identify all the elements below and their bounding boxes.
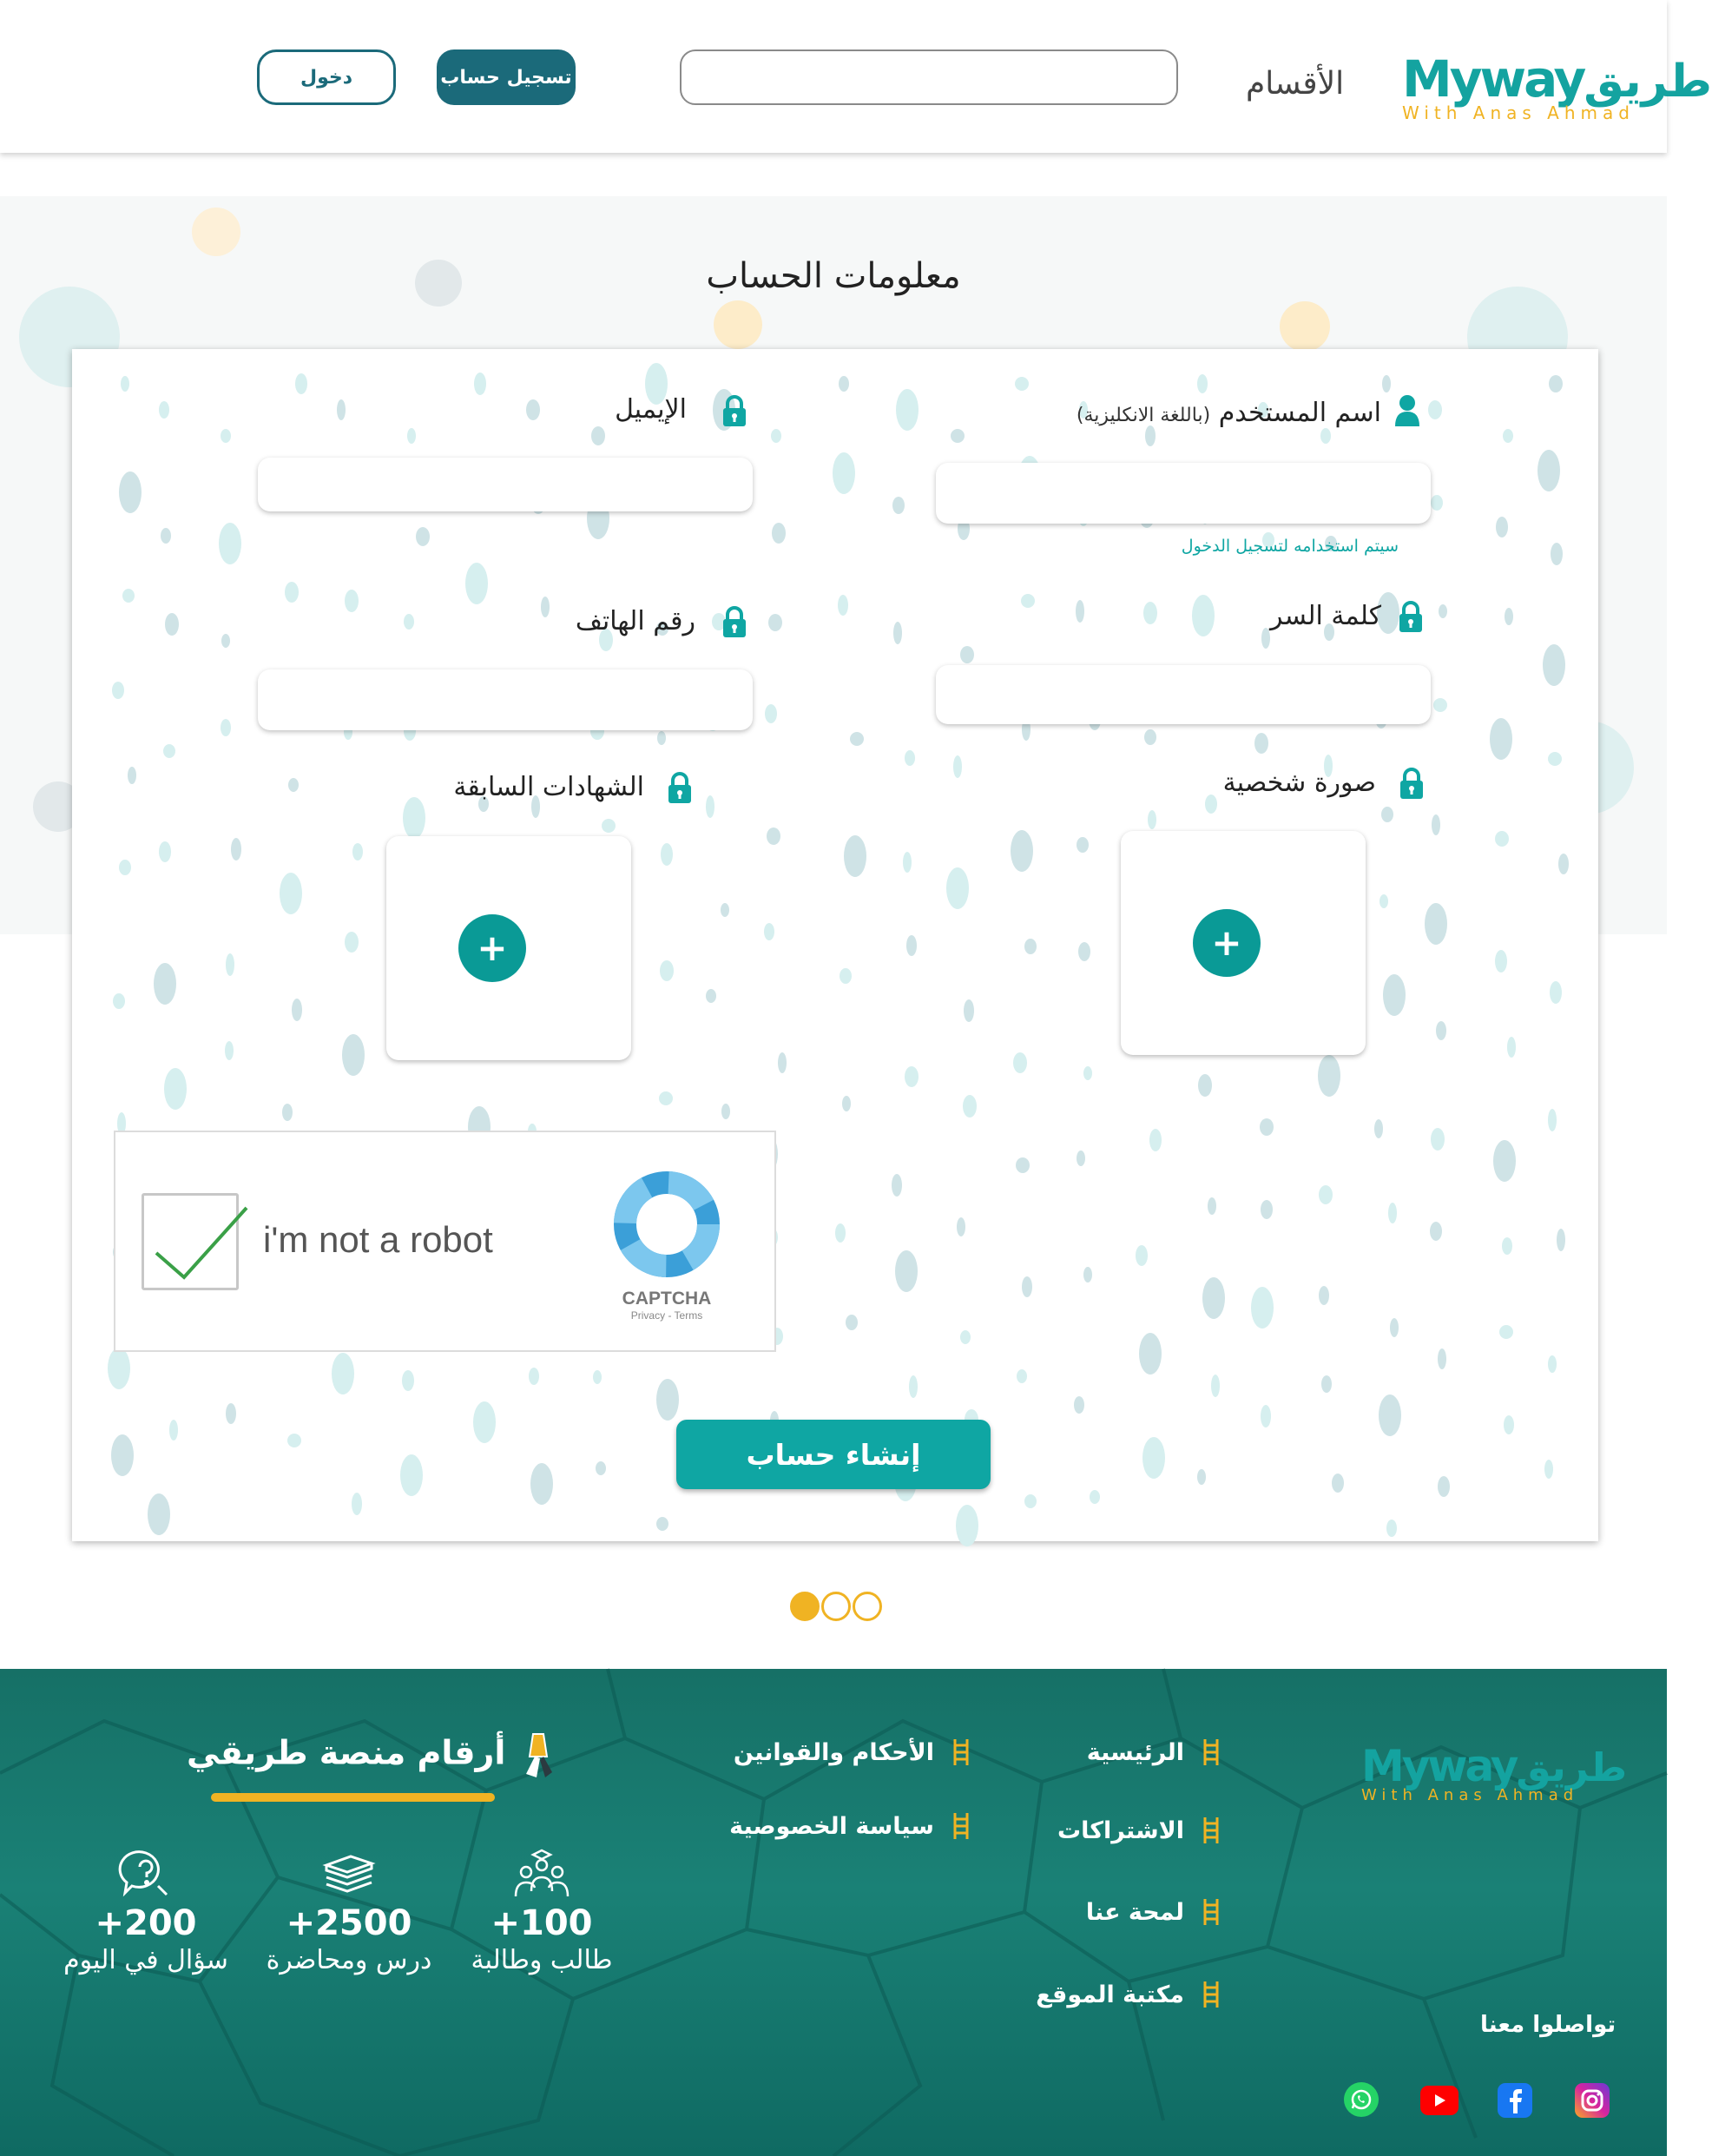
decor-dot [1544, 1460, 1553, 1479]
footer-link-home[interactable] [1087, 1737, 1221, 1767]
footer-link-label: الاشتراكات [1057, 1816, 1184, 1844]
password-field[interactable] [936, 665, 1431, 724]
decor-dot [706, 795, 714, 818]
decor-dot [1319, 1286, 1329, 1305]
decor-dot [1320, 428, 1331, 444]
decor-dot [842, 1096, 851, 1111]
username-hint: (باللغة الانكليزية) [1076, 405, 1211, 426]
decor-dot [1024, 1494, 1037, 1508]
decor-dot [835, 1223, 846, 1243]
decor-dot [946, 867, 969, 909]
decor-dot [1379, 1394, 1401, 1436]
decor-dot [163, 744, 175, 758]
decor-dot [1074, 1396, 1084, 1414]
decor-dot [964, 999, 974, 1022]
decor-dot [119, 860, 131, 875]
footer-link-label: الأحكام والقوانين [733, 1738, 934, 1766]
decor-dot [953, 755, 962, 778]
lock-icon [1398, 600, 1424, 633]
decor-dot [957, 1217, 965, 1236]
decor-dot [1433, 698, 1447, 712]
decor-dot [1499, 1325, 1513, 1339]
decor-dot [1017, 1369, 1027, 1383]
decor-dot [530, 1463, 553, 1505]
page-title: معلومات الحساب [706, 256, 961, 296]
decor-dot [1142, 1437, 1165, 1479]
decor-dot [225, 1041, 234, 1060]
decor-dot [951, 429, 965, 443]
facebook-icon[interactable] [1498, 2083, 1532, 2118]
stat-students [446, 1848, 637, 1975]
decor-dot [352, 1493, 362, 1515]
decor-dot [402, 1370, 414, 1391]
decor-dot [1495, 950, 1507, 973]
captcha-label: i'm not a robot [263, 1219, 493, 1260]
decor-dot [656, 1517, 668, 1531]
footer-link-subscriptions[interactable] [1057, 1816, 1221, 1845]
decor-dot [1332, 1474, 1344, 1493]
decor-dot [838, 595, 848, 616]
decor-dot [846, 1315, 858, 1330]
decor-dot [295, 373, 307, 394]
decor-dot [128, 767, 136, 784]
decor-dot [721, 903, 729, 917]
logo-my: My [1402, 49, 1480, 109]
decor-dot [1077, 837, 1089, 853]
decor-dot [1495, 831, 1509, 847]
decor-dot [764, 923, 774, 940]
decor-dot [219, 523, 241, 564]
logo-arabic: طريق [1584, 56, 1712, 108]
stat-number: +100 [491, 1903, 593, 1943]
decor-dot [1022, 1276, 1032, 1297]
decor-dot [148, 1493, 170, 1535]
footer-link-privacy[interactable] [729, 1811, 971, 1841]
decor-dot [292, 999, 302, 1021]
decor-dot [1076, 600, 1084, 623]
decor-dot [839, 376, 849, 392]
account-form-card [72, 349, 1598, 1541]
decor-dot [778, 1052, 787, 1073]
decor-dot [111, 1434, 134, 1476]
decor-dot [280, 873, 302, 914]
decor-dot [1077, 1151, 1085, 1166]
decor-dot [404, 614, 414, 630]
username-note: سيتم استخدامه لتسجيل الدخول [1181, 537, 1399, 556]
decor-dot [1198, 1074, 1212, 1097]
certificates-upload-box[interactable] [386, 836, 631, 1060]
decor-dot [221, 429, 231, 443]
decor-dot [771, 429, 781, 443]
decor-dot [1431, 1128, 1445, 1151]
photo-label: صورة شخصية [1222, 768, 1376, 798]
decor-dot [1507, 1037, 1516, 1058]
decor-dot [905, 1066, 919, 1087]
decor-dot [1436, 1021, 1446, 1040]
decor-dot [1192, 595, 1215, 636]
decor-dot [1558, 854, 1569, 874]
register-button[interactable]: تسجيل حساب [437, 49, 576, 105]
decor-dot [660, 960, 674, 981]
decor-dot [844, 835, 866, 877]
decor-bubble [192, 208, 240, 256]
decor-dot [112, 682, 124, 699]
footer-logo[interactable] [1361, 1741, 1628, 1804]
decor-dot [1208, 1197, 1216, 1215]
decor-dot [1139, 1333, 1162, 1375]
students-icon [514, 1848, 570, 1900]
decor-dot [1379, 894, 1388, 908]
decor-dot [1078, 942, 1090, 961]
footer-logo-subtitle: With Anas Ahmad [1361, 1786, 1579, 1804]
decor-dot [909, 1375, 918, 1398]
lock-icon [667, 771, 693, 804]
decor-dot [659, 1091, 673, 1105]
decor-dot [221, 634, 230, 648]
decor-dot [906, 935, 917, 956]
decor-dot [591, 426, 605, 445]
decor-dot [1148, 810, 1156, 829]
decor-dot [1493, 1140, 1516, 1182]
decor-dot [159, 841, 171, 862]
decor-dot [1211, 1375, 1220, 1397]
nav-sections[interactable]: الأقسام [1246, 66, 1345, 102]
decor-dot [593, 1370, 602, 1384]
decor-dot [1381, 807, 1393, 822]
footer-link-label: الرئيسية [1086, 1738, 1184, 1766]
decor-dot [1496, 517, 1508, 537]
decor-dot [1202, 1277, 1225, 1319]
stat-lessons [254, 1848, 444, 1975]
username-field[interactable] [936, 463, 1431, 524]
lock-icon [721, 394, 747, 427]
decor-dot [108, 1348, 130, 1389]
decor-dot [226, 953, 234, 976]
decor-dot [1428, 400, 1442, 419]
footer-link-about[interactable] [1086, 1897, 1221, 1927]
stats-title-text: أرقام منصة طريقي [187, 1733, 506, 1772]
decor-dot [1013, 1052, 1027, 1073]
question-chat-icon [118, 1848, 174, 1900]
decor-dot [657, 731, 666, 745]
decor-dot [287, 1434, 301, 1447]
books-icon [321, 1848, 377, 1900]
phone-label: رقم الهاتف [575, 606, 695, 636]
stat-number: +2500 [286, 1903, 412, 1943]
decor-dot [1550, 981, 1562, 1004]
decor-bubble [714, 300, 762, 349]
decor-dot [772, 523, 786, 544]
header [0, 0, 1712, 153]
decor-dot [1438, 1348, 1446, 1369]
lock-icon [1399, 767, 1425, 800]
decor-dot [1431, 495, 1443, 511]
decor-dot [1425, 903, 1447, 945]
decor-dot [1145, 425, 1156, 446]
decor-dot [896, 389, 919, 431]
decor-dot [1149, 1129, 1162, 1151]
decor-dot [721, 1104, 730, 1119]
decor-dot [1136, 1245, 1148, 1266]
decor-dot [960, 646, 974, 663]
decor-dot [1549, 375, 1563, 392]
email-label: الإيميل [615, 394, 687, 425]
decor-dot [1015, 377, 1029, 391]
decor-dot [1021, 594, 1035, 608]
lock-icon [721, 605, 747, 638]
stat-questions [50, 1848, 241, 1975]
decor-dot [1261, 628, 1270, 649]
decor-dot [960, 1330, 971, 1344]
photo-upload-box[interactable] [1121, 831, 1366, 1055]
decor-dot [1261, 1200, 1273, 1219]
footer-logo-my: My [1361, 1741, 1428, 1791]
decor-dot [1321, 1375, 1332, 1393]
decor-dot [1538, 450, 1560, 491]
decor-dot [1430, 1222, 1442, 1241]
decor-dot [465, 563, 488, 604]
ladder-icon [1202, 1737, 1221, 1767]
decor-dot [154, 963, 176, 1005]
decor-dot [1502, 1237, 1512, 1255]
decor-dot [169, 1420, 178, 1441]
stat-caption: طالب وطالبة [471, 1945, 613, 1975]
stats-title [187, 1731, 561, 1779]
trophy-icon [517, 1731, 561, 1779]
decor-dot [893, 622, 902, 644]
decor-dot [1504, 1415, 1514, 1434]
create-account-button[interactable]: إنشاء حساب [676, 1420, 991, 1489]
decor-dot [1438, 1476, 1450, 1497]
login-button[interactable]: دخول [257, 49, 396, 105]
decor-dot [1548, 752, 1562, 766]
password-label: كلمة السر [1270, 601, 1381, 631]
certificates-label: الشهادات السابقة [453, 772, 644, 802]
decor-dot [226, 1403, 236, 1424]
decor-dot [840, 968, 852, 984]
pager-dot[interactable] [790, 1592, 820, 1621]
decor-dot [1261, 1405, 1271, 1427]
decor-dot [164, 1068, 187, 1110]
decor-dot [1382, 375, 1391, 392]
stat-number: +200 [95, 1903, 197, 1943]
decor-dot [541, 597, 550, 617]
decor-dot [288, 778, 299, 792]
ladder-icon [1202, 1816, 1221, 1845]
decor-dot [833, 452, 855, 494]
decor-dot [1090, 1490, 1100, 1504]
decor-dot [332, 1353, 354, 1394]
footer-link-label: لمحة عنا [1085, 1898, 1184, 1926]
decor-dot [1318, 1055, 1340, 1097]
decor-dot [1197, 374, 1208, 393]
decor-dot [474, 373, 486, 395]
decor-dot [1505, 608, 1513, 625]
decor-dot [403, 797, 425, 839]
decor-dot [119, 471, 142, 513]
decor-dot [767, 827, 780, 845]
decor-dot [706, 989, 716, 1003]
decor-dot [956, 1505, 978, 1546]
decor-dot [400, 1454, 423, 1496]
decor-dot [161, 528, 171, 544]
site-logo[interactable] [1402, 49, 1712, 123]
captcha-links[interactable]: Privacy - Terms [630, 1309, 703, 1322]
checkmark-icon [149, 1204, 254, 1282]
footer-link-library[interactable] [1036, 1980, 1221, 2009]
decor-dot [963, 1095, 977, 1118]
decor-dot [1083, 1267, 1092, 1282]
decor-dot [765, 704, 777, 723]
footer-link-label: مكتبة الموقع [1036, 1981, 1184, 2008]
decor-dot [1490, 718, 1512, 760]
decor-dot [903, 852, 912, 873]
ladder-icon [1202, 1897, 1221, 1927]
decor-dot [1390, 1318, 1399, 1337]
stat-caption: درس ومحاضرة [266, 1945, 432, 1975]
decor-dot [656, 1379, 679, 1421]
decor-dot [1205, 794, 1217, 814]
decor-dot [529, 1368, 539, 1385]
decor-dot [1551, 543, 1563, 565]
decor-dot [892, 497, 905, 514]
whatsapp-icon[interactable] [1344, 2082, 1379, 2117]
decor-dot [1543, 644, 1565, 686]
decor-dot [1374, 1119, 1383, 1138]
footer-logo-arabic: طريق [1516, 1744, 1628, 1790]
youtube-icon[interactable] [1420, 2086, 1458, 2115]
decor-dot [221, 719, 231, 736]
decor-dot [1016, 1157, 1030, 1173]
decor-dot [1319, 1185, 1333, 1204]
decor-dot [1548, 1355, 1557, 1373]
stat-caption: سؤال في اليوم [63, 1945, 228, 1975]
decor-dot [122, 589, 135, 603]
captcha-checkbox[interactable] [142, 1193, 239, 1290]
username-label-text: اسم المستخدم [1218, 398, 1381, 428]
decor-dot [1251, 1287, 1274, 1329]
decor-dot [1024, 939, 1037, 954]
decor-dot [121, 376, 129, 392]
decor-dot [1143, 602, 1157, 624]
decor-dot [231, 838, 241, 860]
contact-label: تواصلوا معنا [1480, 2012, 1617, 2038]
decor-dot [1383, 974, 1406, 1016]
captcha-brand: CAPTCHA [622, 1289, 712, 1309]
footer-link-terms[interactable] [734, 1737, 971, 1767]
decor-dot [159, 401, 169, 419]
dots-pattern [72, 349, 1598, 1541]
footer-logo-way: way [1427, 1741, 1517, 1791]
decor-dot [892, 1174, 902, 1197]
logo-subtitle: With Anas Ahmad [1402, 102, 1635, 123]
decor-dot [416, 527, 430, 546]
stats-underline [211, 1793, 495, 1802]
user-icon [1394, 394, 1420, 427]
username-label [1070, 398, 1381, 428]
captcha-brand-block [610, 1289, 723, 1322]
ladder-icon [1202, 1980, 1221, 2009]
search-input[interactable] [680, 49, 1178, 105]
decor-dot [1432, 814, 1440, 835]
email-field[interactable] [258, 458, 753, 511]
decor-dot [596, 1461, 606, 1475]
decor-dot [526, 399, 540, 420]
decor-dot [850, 732, 864, 746]
add-certificate-button[interactable]: + [458, 914, 526, 982]
ladder-icon [951, 1737, 971, 1767]
decor-dot [345, 590, 359, 612]
decor-bubble [1280, 301, 1330, 352]
decor-dot [285, 582, 299, 603]
decor-dot [352, 843, 363, 860]
decor-dot [905, 750, 915, 766]
ladder-icon [951, 1811, 971, 1841]
decor-dot [473, 1401, 496, 1443]
decor-dot [602, 819, 616, 833]
decor-dot [342, 1034, 365, 1076]
captcha-widget [114, 1131, 776, 1352]
decor-dot [1260, 1118, 1274, 1136]
decor-dot [1197, 1469, 1206, 1485]
instagram-icon[interactable] [1575, 2083, 1610, 2118]
decor-dot [1388, 1203, 1397, 1223]
decor-dot [1254, 733, 1268, 754]
decor-dot [1503, 429, 1513, 443]
decor-dot [407, 428, 416, 444]
decor-dot [113, 993, 125, 1009]
decor-dot [1548, 1109, 1557, 1131]
decor-dot [895, 1250, 918, 1292]
pager [790, 1592, 882, 1623]
decor-dot [1083, 1066, 1092, 1080]
captcha-logo-icon [606, 1164, 728, 1285]
phone-field[interactable] [258, 669, 753, 730]
decor-dot [345, 932, 359, 953]
logo-way: way [1479, 49, 1584, 109]
decor-dot [1439, 604, 1447, 618]
decor-dot [1011, 830, 1033, 872]
decor-dot [282, 1104, 293, 1121]
decor-dot [165, 613, 179, 636]
decor-dot [337, 399, 346, 420]
decor-dot [1144, 729, 1156, 745]
decor-dot [1557, 1229, 1565, 1251]
pager-dot[interactable] [821, 1592, 851, 1621]
decor-dot [768, 614, 782, 631]
decor-dot [661, 843, 673, 866]
add-photo-button[interactable]: + [1193, 909, 1261, 977]
footer-link-label: سياسة الخصوصية [729, 1812, 934, 1840]
pager-dot[interactable] [853, 1592, 882, 1621]
decor-dot [1386, 1520, 1397, 1537]
